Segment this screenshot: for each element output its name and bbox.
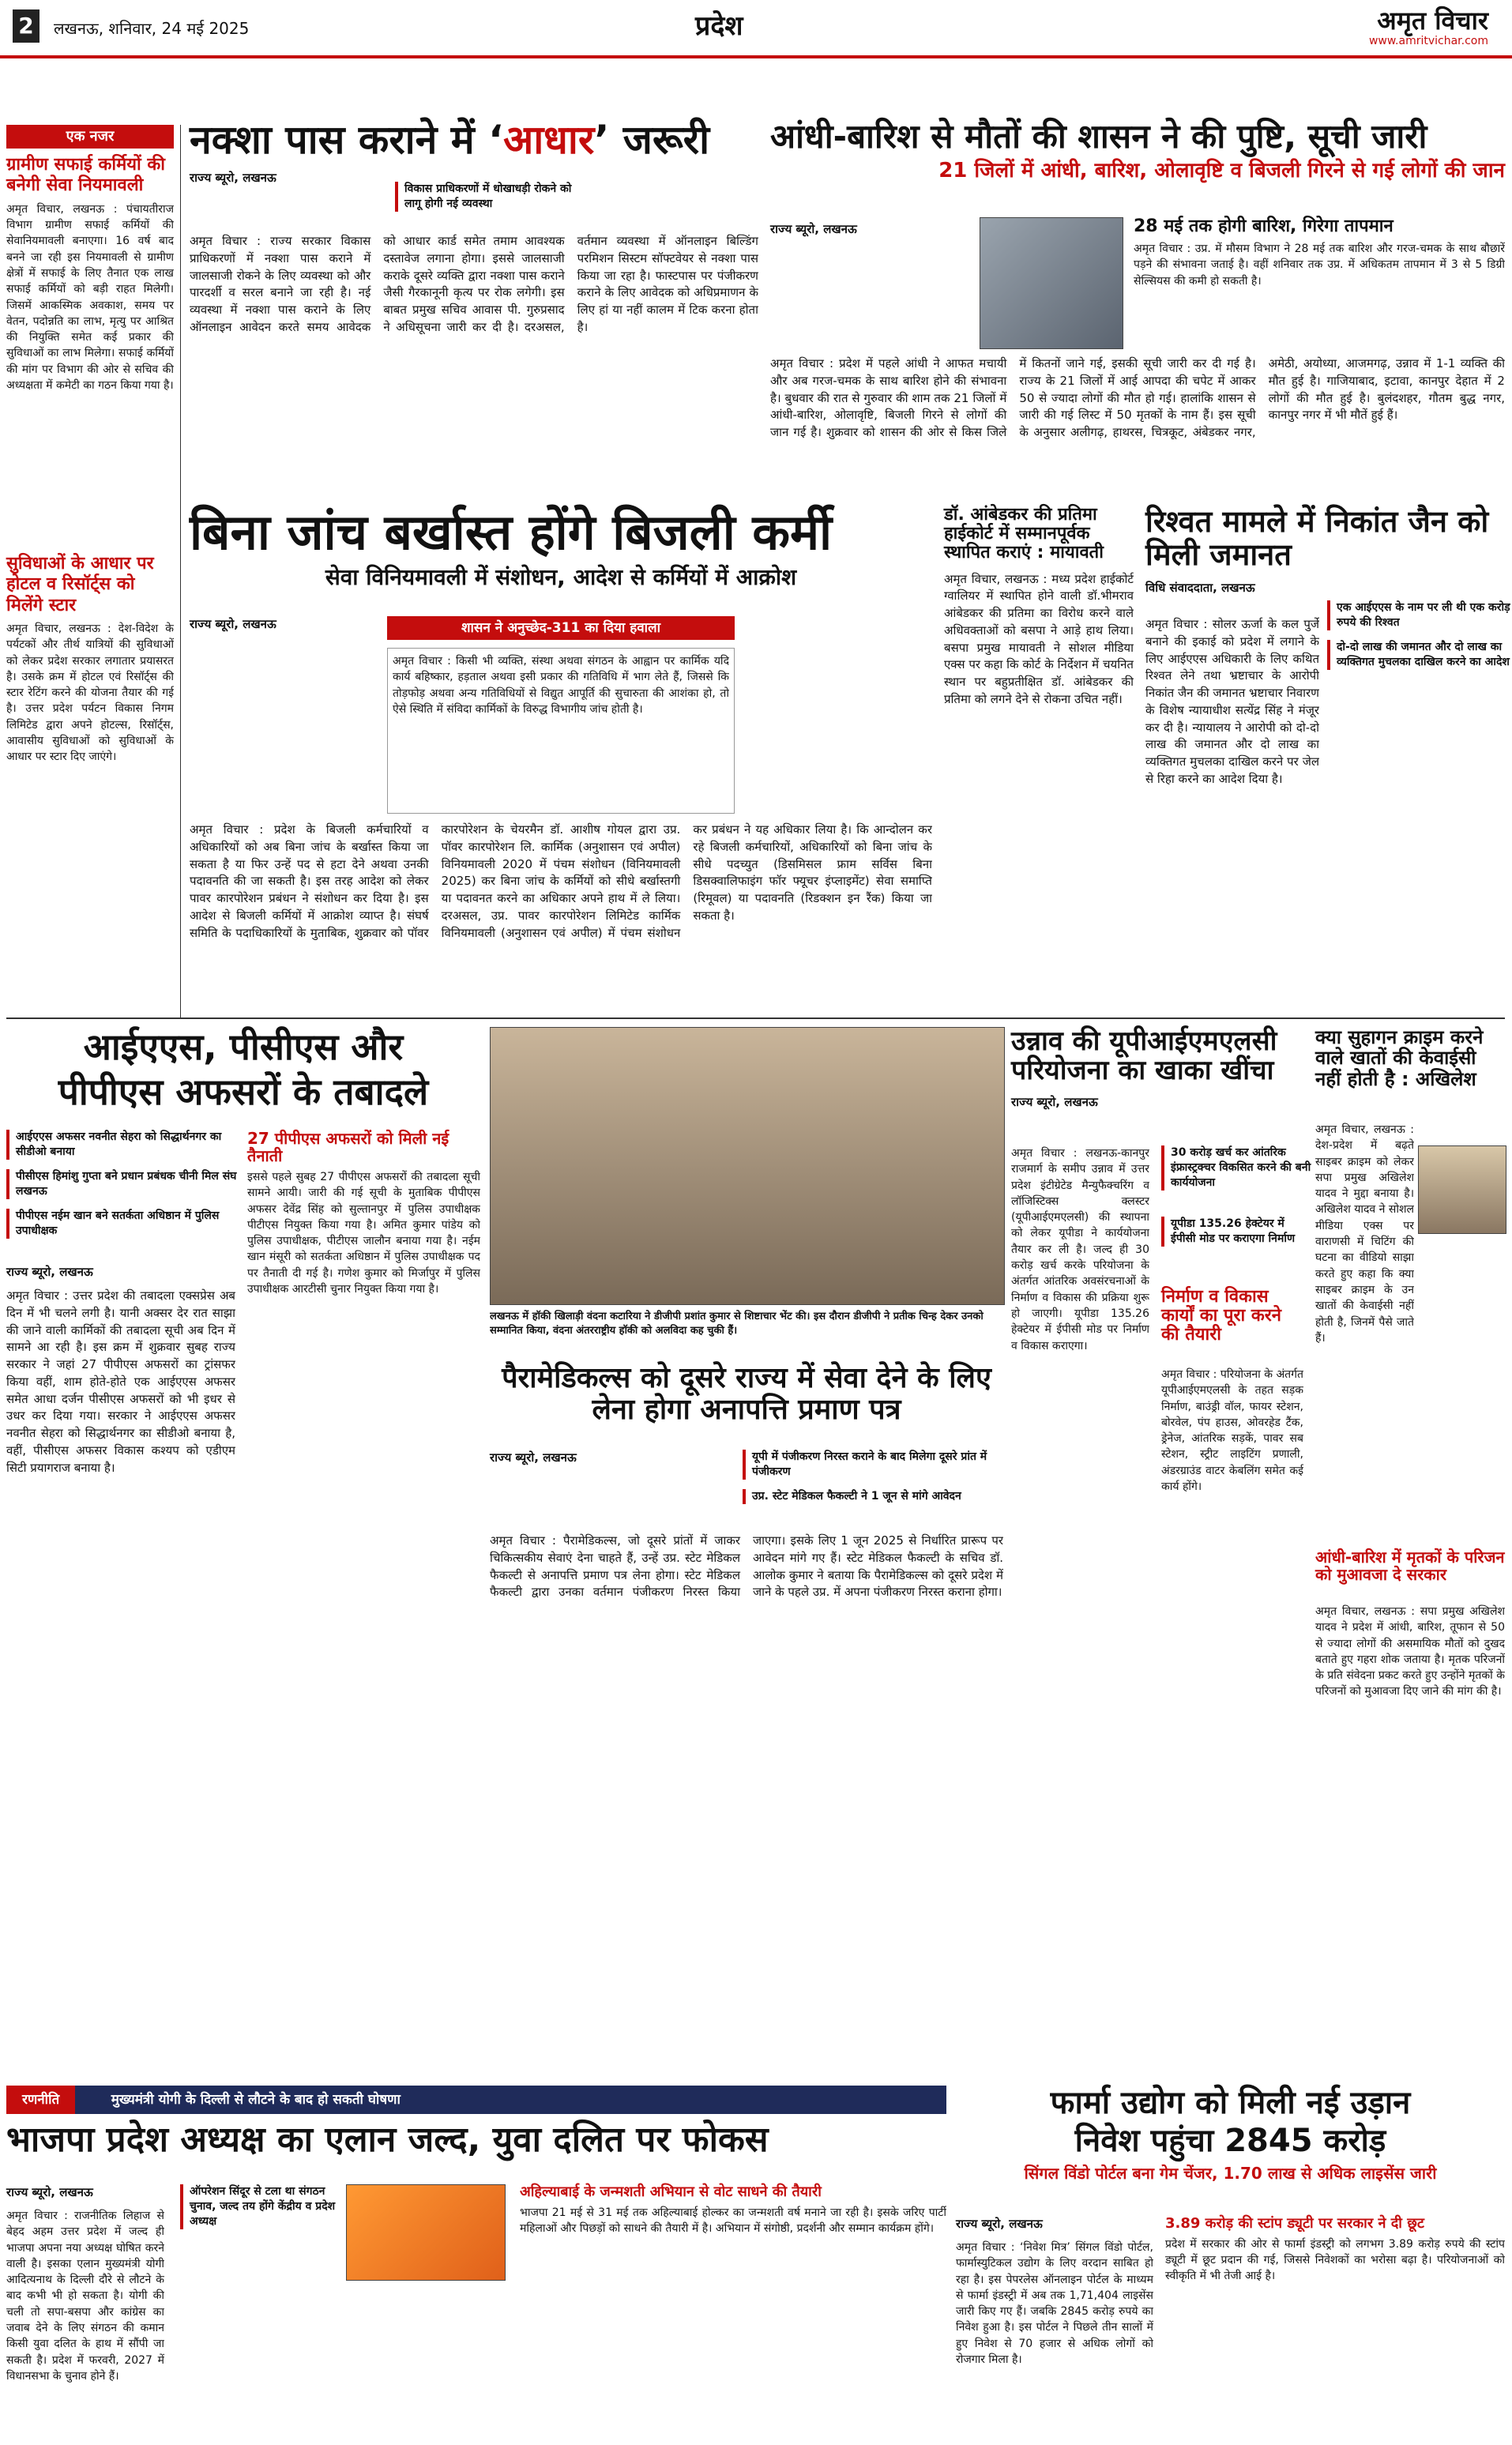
rishwat-headline: रिश्वत मामले में निकांत जैन को मिली जमानत <box>1145 504 1489 572</box>
ias-box-title: 27 पीपीएस अफसरों को मिली नई तैनाती <box>247 1129 449 1165</box>
center-photo-caption: लखनऊ में हॉकी खिलाड़ी वंदना कटारिया ने डीजीपी प्रशांत कुमार से शिष्टाचार भेंट की। इस दौरान डीजीपी ने प्रतीक चिन्ह देकर उनको सम्मानित किया, वंदना अंतरराष्ट्रीय हॉकी को अलविदा कह चुकी हैं। <box>490 1311 984 1337</box>
rishwat-bullet-1: एक आईएएस के नाम पर ली थी एक करोड़ रुपये की रिश्वत <box>1327 600 1512 630</box>
page-header <box>0 0 1512 58</box>
bjp-logo-image <box>346 2184 506 2281</box>
ias-body: अमृत विचार : उत्तर प्रदेश की तबादला एक्सप्रेस अब दिन में भी चलने लगी है। यानी अक्सर देर रात साझा की जाने वाली कार्मिकों की तबादला सूची अब दिन में सामने आ रही है। इस क्रम में शुक्रवार सुबह राज्य सरकार ने जहां 27 पीपीएस अफसरों का ट्रांसफर किया वहीं, शाम होते-होते एक आईएएस अफसर समेत आधा दर्जन पीसीएस अफसरों को भी इधर से उधर कर दिया गया। सरकार ने आईएएस अफसर नवनीत सेहरा को सिद्धार्थनगर का सीडीओ बनाया है, वहीं, पीसीएस अफसर विकास कश्यप को एडीएम सिटी प्रयागराज बनाया है। <box>6 1288 235 1475</box>
left-item2-title: सुविधाओं के आधार पर होटल व रिसॉर्ट्स को मिलेंगे स्टार <box>6 553 154 615</box>
paramedical-article <box>490 1363 1003 2074</box>
unnao-sub-body: अमृत विचार : परियोजना के अंतर्गत यूपीआईएमएलसी के तहत सड़क निर्माण, बाउंड्री वॉल, फायर स्टेशन, बोरवेल, पंप हाउस, ओवरहेड टैंक, ड्रेनेज, आंतरिक सड़कें, पावर सब स्टेशन, स्ट्रीट लाइटिंग प्रणाली, अंडरग्राउंड वाटर केबलिंग समेत कई कार्य होंगे। <box>1161 1368 1303 1494</box>
akhilesh-headline: क्या सुहागन क्राइम करने वाले खातों की केवाईसी नहीं होती है : अखिलेश <box>1315 1026 1484 1090</box>
unnao-bullet-2: यूपीडा 135.26 हेक्टेयर में ईपीसी मोड पर कराएगा निर्माण <box>1161 1217 1313 1247</box>
ias-bullet-3: पीपीएस नईम खान बने सतर्कता अधिष्ठान में पुलिस उपाधीक्षक <box>6 1209 245 1239</box>
paramedical-headline: पैरामेडिकल्स को दूसरे राज्य में सेवा देने के लिए लेना होगा अनापत्ति प्रमाण पत्र <box>502 1362 991 1426</box>
naksha-headline: नक्शा पास कराने में ‘आधार’ जरूरी <box>190 117 710 163</box>
dgp-hockey-photo <box>490 1027 1005 1305</box>
unnao-headline: उन्नाव की यूपीआईएमएलसी परियोजना का खाका खींचा <box>1011 1025 1277 1087</box>
bina-janch-byline: राज्य ब्यूरो, लखनऊ <box>190 617 276 631</box>
paramedical-byline: राज्य ब्यूरो, लखनऊ <box>490 1450 577 1465</box>
left-item1-title: ग्रामीण सफाई कर्मियों की बनेगी सेवा नियमावली <box>6 155 165 196</box>
rishwat-body: अमृत विचार : सोलर ऊर्जा के कल पुर्जे बनाने की इकाई को प्रदेश में लगाने के लिए आईएएस अधिकारी के लिए कथित रिश्वत लेने तथा भ्रष्टाचार के आरोपी निकांत जैन की जमानत भ्रष्टाचार निवारण के विशेष न्यायाधीश सत्येंद्र सिंह ने मंजूर कर दी है। न्यायालय ने आरोपी को दो-दो लाख की जमानत और दो लाख का व्यक्तिगत मुचलका दाखिल करने पर जेल से रिहा करने का आदेश दिया है। <box>1145 617 1319 786</box>
paramedical-bullet-1: यूपी में पंजीकरण निरस्त कराने के बाद मिलेगा दूसरे प्रांत में पंजीकरण <box>743 1450 1005 1480</box>
bjp-box-title: अहिल्याबाई के जन्मशती अभियान से वोट साधने की तैयारी <box>520 2184 822 2200</box>
naksha-byline: राज्य ब्यूरो, लखनऊ <box>190 171 276 185</box>
strategy-strip <box>6 2086 946 2114</box>
pharma-box-body: प्रदेश में सरकार की ओर से फार्मा इंडस्ट्री को लगभग 3.89 करोड़ रुपये की स्टांप ड्यूटी में छूट प्रदान की गई, जिससे निवेशकों का भरोसा बढ़ा है। परियोजनाओं को स्वीकृति में भी तेजी आई है। <box>1165 2237 1505 2283</box>
ias-bullet-1: आईएएस अफसर नवनीत सेहरा को सिद्धार्थनगर का सीडीओ बनाया <box>6 1130 245 1160</box>
unnao-subheadline: निर्माण व विकास कार्यों का पूरा करने की तैयारी <box>1161 1287 1281 1345</box>
pharma-box <box>1165 2216 1505 2437</box>
unnao-bullet-1: 30 करोड़ खर्च कर आंतरिक इंफ्रास्ट्रक्चर विकसित करने की बनी कार्ययोजना <box>1161 1145 1313 1191</box>
strategy-text: मुख्यमंत्री योगी के दिल्ली से लौटने के बाद हो सकती घोषणा <box>111 2092 401 2108</box>
akhilesh-photo <box>1418 1145 1506 1234</box>
left-column <box>6 125 174 1017</box>
bjp-bullet: ऑपरेशन सिंदूर से टला था संगठन चुनाव, जल्द तय होंगे केंद्रीय व प्रदेश अध्यक्ष <box>180 2184 348 2229</box>
unnao-byline: राज्य ब्यूरो, लखनऊ <box>1011 1094 1098 1109</box>
dateline: लखनऊ, शनिवार, 24 मई 2025 <box>54 19 250 38</box>
column-rule <box>180 125 181 1017</box>
naksha-body: अमृत विचार : राज्य सरकार विकास प्राधिकरणों में नक्शा पास कराने में जालसाजी रोकने के लिए व्यवस्था को और पारदर्शी व सरल बनाने जा रही है। नई व्यवस्था में नक्शा पास कराने के लिए ऑनलाइन आवेदन करते समय आवेदक को आधार कार्ड समेत तमाम आवश्यक दस्तावेज लगाना होगा। इससे जालसाजी कराके दूसरे व्यक्ति द्वारा नक्शा पास कराने जैसी गैरकानूनी कृत्य पर रोक लगेगी। इस बाबत प्रमुख सचिव आवास पी. गुरुप्रसाद ने अधिसूचना जारी कर दी है। दरअसल, वर्तमान व्यवस्था में ऑनलाइन बिल्डिंग परमिशन सिस्टम सॉफ्टवेयर से नक्शा पास किया जा रहा है। फास्टपास पर पंजीकरण कराने के लिए आवेदक को अधिप्रमाणन के लिए हां या नहीं कालम में टिक करना होता है। <box>190 234 758 334</box>
bina-janch-headline: बिना जांच बर्खास्त होंगे बिजली कर्मी <box>190 503 833 561</box>
pharma-body: अमृत विचार : ‘निवेश मित्र’ सिंगल विंडो पोर्टल, फार्मास्युटिकल उद्योग के लिए वरदान साबित हो रहा है। इस पेपरलेस ऑनलाइन पोर्टल के माध्यम से फार्मा इंडस्ट्री में अब तक 1,71,404 लाइसेंस जारी किए गए हैं। जबकि 2845 करोड़ रुपये का निवेश हुआ है। इस पोर्टल ने पिछले तीन सालों में हुए निवेश से 70 हजार से अधिक लोगों को रोजगार मिला है। <box>956 2241 1153 2367</box>
unnao-article <box>1011 1025 1311 2078</box>
ias-bullet-2: पीसीएस हिमांशु गुप्ता बने प्रधान प्रबंधक चीनी मिल संघ लखनऊ <box>6 1169 245 1199</box>
akhilesh-subheadline: आंधी-बारिश में मृतकों के परिजन को मुआवजा दे सरकार <box>1315 1548 1505 1584</box>
pharma-headline-1: फार्मा उद्योग को मिली नई उड़ान <box>1050 2085 1411 2121</box>
left-item2-body: अमृत विचार, लखनऊ : देश-विदेश के पर्यटकों और तीर्थ यात्रियों की सुविधाओं को लेकर प्रदेश सरकार लगातार प्रयासरत है। उसके क्रम में होटल एवं रिसॉर्ट्स की स्टार रेटिंग करने की योजना तैयार की गई है। उत्तर प्रदेश पर्यटन विकास निगम लिमिटेड द्वारा अपने होटल्स, रिसॉर्ट्स, आवासीय सुविधाओं को सुविधाओं के आधार पर स्टार दिए जाएंगे। <box>6 622 174 764</box>
ias-box-body: इससे पहले सुबह 27 पीपीएस अफसरों की तबादला सूची सामने आयी। जारी की गई सूची के मुताबिक पीपीएस अफसर देवेंद्र सिंह को सुल्तानपुर में पुलिस उपाधीक्षक पीटीएस नियुक्त किया गया है। अमित कुमार पांडेय को पुलिस उपाधीक्षक, पीटीएस जालौन बनाया गया है। नईम खान मंसूरी को सतर्कता अधिष्ठान में पुलिस उपाधीक्षक पद पर तैनाती दी गई है। गणेश कुमार को मिर्जापुर में पुलिस उपाधीक्षक आरटीसी चुनार नियुक्त किया गया है। <box>247 1171 480 1296</box>
akhilesh-article <box>1315 1027 1505 2078</box>
ek-nazar-tag: एक नजर <box>6 125 174 149</box>
unnao-body: अमृत विचार : लखनऊ-कानपुर राजमार्ग के समीप उन्नाव में उत्तर प्रदेश इंटीग्रेटेड मैन्युफैक्चरिंग व लॉजिस्टिक्स क्लस्टर (यूपीआईएमएलसी) की स्थापना को लेकर यूपीडा ने कार्ययोजना तैयार कर ली है। जल्द ही 30 करोड़ खर्च करके परियोजना के अंतर्गत आंतरिक अवसंरचनाओं के निर्माण व विकास की प्रक्रिया शुरू हो जाएगी। यूपीडा 135.26 हेक्टेयर में ईपीसी मोड पर निर्माण व विकास कराएगा। <box>1011 1147 1149 1352</box>
paramedical-body: अमृत विचार : पैरामेडिकल्स, जो दूसरे प्रांतों में जाकर चिकित्सकीय सेवाएं देना चाहते हैं, उन्हें उप्र. स्टेट मेडिकल फैकल्टी से अनापत्ति प्रमाण पत्र लेना होगा। स्टेट मेडिकल फैकल्टी द्वारा उनका वर्तमान पंजीकरण निरस्त किया जाएगा। इसके लिए 1 जून 2025 से निर्धारित प्रारूप पर आवेदन मांगे गए हैं। स्टेट मेडिकल फैकल्टी के सचिव डॉ. आलोक कुमार ने बताया कि पैरामेडिकल्स को दूसरे प्रदेश में जाने के पहले उप्र. में अपना पंजीकरण निरस्त कराना होगा। <box>490 1533 1003 1600</box>
strategy-tag: रणनीति <box>6 2086 75 2114</box>
aandhi-body: अमृत विचार : प्रदेश में पहले आंधी ने आफत मचायी और अब गरज-चमक के साथ बारिश होने की संभावना है। बुधवार की रात से गुरुवार की शाम तक 21 जिलों में आंधी-बारिश, ओलावृष्टि, बिजली गिरने से लोगों की जान गई है। शुक्रवार को शासन की ओर से किस जिले में कितनों जाने गई, इसकी सूची जारी कर दी गई है। राज्य के 21 जिलों में आई आपदा की चपेट में आकर 50 से ज्यादा लोगों की मौत हो गई। हालांकि शासन से जारी की गई लिस्ट में 50 मृतकों के नाम हैं। इस सूची के अनुसार अलीगढ़, हाथरस, चित्रकूट, अंबेडकर नगर, अमेठी, अयोध्या, आजमगढ़, उन्नाव में 1-1 व्यक्ति की मौत हुई है। गाजियाबाद, इटावा, कानपुर देहात में 2 लोगों की मौत हुई है। बुलंदशहर, गौतम बुद्ध नगर, कानपुर नगर में भी मौतें हुई हैं। <box>770 356 1505 439</box>
page-number: 2 <box>13 9 39 43</box>
left-item1-body: अमृत विचार, लखनऊ : पंचायतीराज विभाग ग्रामीण सफाई कर्मियों की सेवानियमावली बनाएगा। 16 वर्ष बाद बनने जा रही इस नियमावली से ग्रामीण क्षेत्रों में सफाई के लिए तैनात एक लाख सफाई कर्मियों को बड़ी राहत मिलेगी। जिसमें आकस्मिक अवकाश, समय पर वेतन, पदोन्नति का लाभ, मृत्यु पर आश्रित की नियुक्ति समेत कई प्रकार की सुविधाओं का लाभ मिलेगा। सफाई कर्मियों की मांग पर विभाग की ओर से सचिव की अध्यक्षता में कमेटी का गठन किया गया है। <box>6 202 174 393</box>
ias-box <box>247 1130 480 2078</box>
rishwat-article <box>1145 504 1510 1011</box>
section-title: प्रदेश <box>695 10 743 42</box>
paramedical-bullet-2: उप्र. स्टेट मेडिकल फैकल्टी ने 1 जून से मांगे आवेदन <box>743 1489 1005 1504</box>
ambedkar-headline: डॉ. आंबेडकर की प्रतिमा हाईकोर्ट में सम्मानपूर्वक स्थापित कराएं : मायावती <box>944 505 1104 563</box>
ias-headline-1: आईएएस, पीसीएस और <box>83 1025 404 1068</box>
rishwat-bullet-2: दो-दो लाख की जमानत और दो लाख का व्यक्तिगत मुचलका दाखिल करने का आदेश <box>1327 640 1512 670</box>
bina-janch-box <box>387 648 735 814</box>
pharma-article <box>956 2086 1505 2437</box>
ambedkar-body: अमृत विचार, लखनऊ : मध्य प्रदेश हाईकोर्ट ग्वालियर में स्थापित होने वाली डॉ.भीमराव आंबेडकर की प्रतिमा का विरोध करने वाले अधिवक्ताओं को बसपा ने आड़े हाथ लिया। बसपा प्रमुख मायावती ने सोशल मीडिया एक्स पर कहा कि कोर्ट के निर्देशन में चयनित स्थान पर बहुप्रतीक्षित डॉ. आंबेडकर की प्रतिमा को लगने देने से रोकना उचित नहीं। <box>944 571 1134 706</box>
bjp-article <box>6 2121 946 2437</box>
anuchhed-redbar: शासन ने अनुच्छेद-311 का दिया हवाला <box>387 616 735 640</box>
bjp-byline: राज्य ब्यूरो, लखनऊ <box>6 2185 93 2199</box>
section-rule <box>6 1017 1505 1019</box>
center-photo-block <box>490 1027 1003 1351</box>
weather-box <box>1134 217 1505 344</box>
storm-damage-photo <box>980 217 1123 349</box>
naksha-headline-em: आधार <box>503 117 595 163</box>
bina-janch-body: अमृत विचार : प्रदेश के बिजली कर्मचारियों व अधिकारियों को अब बिना जांच के बर्खास्त किया जा सकता है या फिर उन्हें पद से हटा देने अथवा उनकी पदावनति की जा सकती है। इस तरह आदेश को लेकर पावर कारपोरेशन प्रबंधन ने संशोधन कर दिया है। इस आदेश से बिजली कर्मियों में आक्रोश व्याप्त है। संघर्ष समिति के पदाधिकारियों के मुताबिक, शुक्रवार को पॉवर कारपोरेशन के चेयरमैन डॉ. आशीष गोयल द्वारा उप्र. पॉवर कारपोरेशन लि. कार्मिक (अनुशासन एवं अपील) विनियमावली 2020 में पंचम संशोधन (विनियमावली 2025) कर बिना जांच के कर्मियों को सीधे बर्खास्तगी या पदावनत करने का अधिकार अपने हाथ में ले लिया। दरअसल, उप्र. पावर कारपोरेशन लिमिटेड कार्मिक विनियमावली (अनुशासन एवं अपील) में पंचम संशोधन कर प्रबंधन ने यह अधिकार लिया है। कि आन्दोलन कर रहे बिजली कर्मचारियों, अधिकारियों को बिना जांच के सीधे पदच्युत (डिसमिसल फ्राम सर्विस बिना डिसक्वालिफाइंग फॉर फ्यूचर इंप्लाइमेंट) सेवा समाप्ति (रिमूवल) या पदावनति (रिडक्शन इन रैंक) किया जा सकता है। <box>190 822 932 940</box>
weather-box-body: अमृत विचार : उप्र. में मौसम विभाग ने 28 मई तक बारिश और गरज-चमक के साथ बौछारें पड़ने की संभावना जताई है। वहीं शनिवार तक उप्र. में अधिकतम तापमान में 3 से 5 डिग्री सेल्सियस की कमी हो सकती है। <box>1134 243 1505 288</box>
pharma-box-title: 3.89 करोड़ की स्टांप ड्यूटी पर सरकार ने दी छूट <box>1165 2215 1424 2232</box>
ias-headline-2: पीपीएस अफसरों के तबादले <box>58 1070 429 1113</box>
weather-box-title: 28 मई तक होगी बारिश, गिरेगा तापमान <box>1134 216 1394 236</box>
akhilesh-sub-body: अमृत विचार, लखनऊ : सपा प्रमुख अखिलेश यादव ने प्रदेश में आंधी, बारिश, तूफान से 50 से ज्यादा लोगों की असमायिक मौतों को दुखद बताते हुए गहरा शोक जताया है। मृतक परिजनों के प्रति संवेदना प्रकट करते हुए उन्होंने मृतकों के परिजनों को मुआवजा दिए जाने की मांग की है। <box>1315 1605 1505 1698</box>
aandhi-byline: राज्य ब्यूरो, लखनऊ <box>770 222 857 236</box>
bjp-body: अमृत विचार : राजनीतिक लिहाज से बेहद अहम उत्तर प्रदेश में जल्द ही भाजपा अपना नया अध्यक्ष घोषित करने वाली है। इसका एलान मुख्यमंत्री योगी आदित्यनाथ के दिल्ली दौरे से लौटने के बाद कभी भी हो सकता है। योगी की चली तो सपा-बसपा और कांग्रेस का जवाब देने के लिए संगठन की कमान किसी युवा दलित के हाथ में सौंपी जा सकती है। प्रदेश में फरवरी, 2027 में विधानसभा के चुनाव होने हैं। <box>6 2210 164 2383</box>
bina-janch-article <box>190 503 932 1011</box>
aandhi-headline: आंधी-बारिश से मौतों की शासन ने की पुष्टि, सूची जारी <box>770 117 1427 156</box>
brand-url[interactable]: www.amritvichar.com <box>1368 35 1488 47</box>
bjp-box-body: भाजपा 21 मई से 31 मई तक अहिल्याबाई होल्कर का जन्मशती वर्ष मनाने जा रही है। इसके जरिए पार्टी महिलाओं और पिछड़ों को साधने की तैयारी में है। अभियान में संगोष्ठी, प्रदर्शनी और सम्मान कार्यक्रम होंगे। <box>520 2206 946 2236</box>
ias-byline: राज्य ब्यूरो, लखनऊ <box>6 1265 93 1279</box>
aandhi-subheadline: 21 जिलों में आंधी, बारिश, ओलावृष्टि व बिजली गिरने से गई लोगों की जान <box>938 159 1505 183</box>
bina-janch-subheadline: सेवा विनियमावली में संशोधन, आदेश से कर्मियों में आक्रोश <box>325 564 797 591</box>
bjp-headline: भाजपा प्रदेश अध्यक्ष का एलान जल्द, युवा दलित पर फोकस <box>6 2120 769 2160</box>
pharma-headline-2: निवेश पहुंचा 2845 करोड़ <box>1074 2123 1386 2159</box>
bjp-box <box>520 2184 946 2437</box>
naksha-article <box>190 118 758 498</box>
akhilesh-body: अमृत विचार, लखनऊ : देश-प्रदेश में बढ़ते साइबर क्राइम को लेकर सपा प्रमुख अखिलेश यादव ने मुद्दा बनाया है। अखिलेश यादव ने सोशल मीडिया एक्स पर वाराणसी में चिटिंग की घटना का वीडियो साझा करते हुए कहा कि क्या साइबर क्राइम के उन खातों की केवाईसी नहीं होती है, जिनमें पैसे जाते हैं। <box>1315 1123 1414 1345</box>
pharma-subheadline: सिंगल विंडो पोर्टल बना गेम चेंजर, 1.70 लाख से अधिक लाइसेंस जारी <box>1024 2164 1437 2183</box>
aandhi-article <box>770 118 1505 498</box>
ias-article <box>6 1027 480 2078</box>
brand-logo: अमृत विचार <box>1377 6 1488 36</box>
ambedkar-article <box>944 506 1134 1011</box>
naksha-bullet: विकास प्राधिकरणों में धोखाधड़ी रोकने को लागू होगी नई व्यवस्था <box>395 182 578 212</box>
bina-janch-box-body: अमृत विचार : किसी भी व्यक्ति, संस्था अथवा संगठन के आह्वान पर कार्मिक यदि कार्य बहिष्कार, हड़ताल अथवा इसी प्रकार की गतिविधि में भाग लेते हैं, जिससे कि तोड़फोड़ अथवा अन्य गतिविधियों से विद्युत आपूर्ति की सुचारुता की आशंका हो, तो ऐसे स्थिति में संविदा कार्मिकों के विरुद्ध विभागीय जांच होती है। <box>393 655 729 716</box>
rishwat-byline: विधि संवाददाता, लखनऊ <box>1145 580 1255 595</box>
pharma-byline: राज्य ब्यूरो, लखनऊ <box>956 2217 1043 2231</box>
